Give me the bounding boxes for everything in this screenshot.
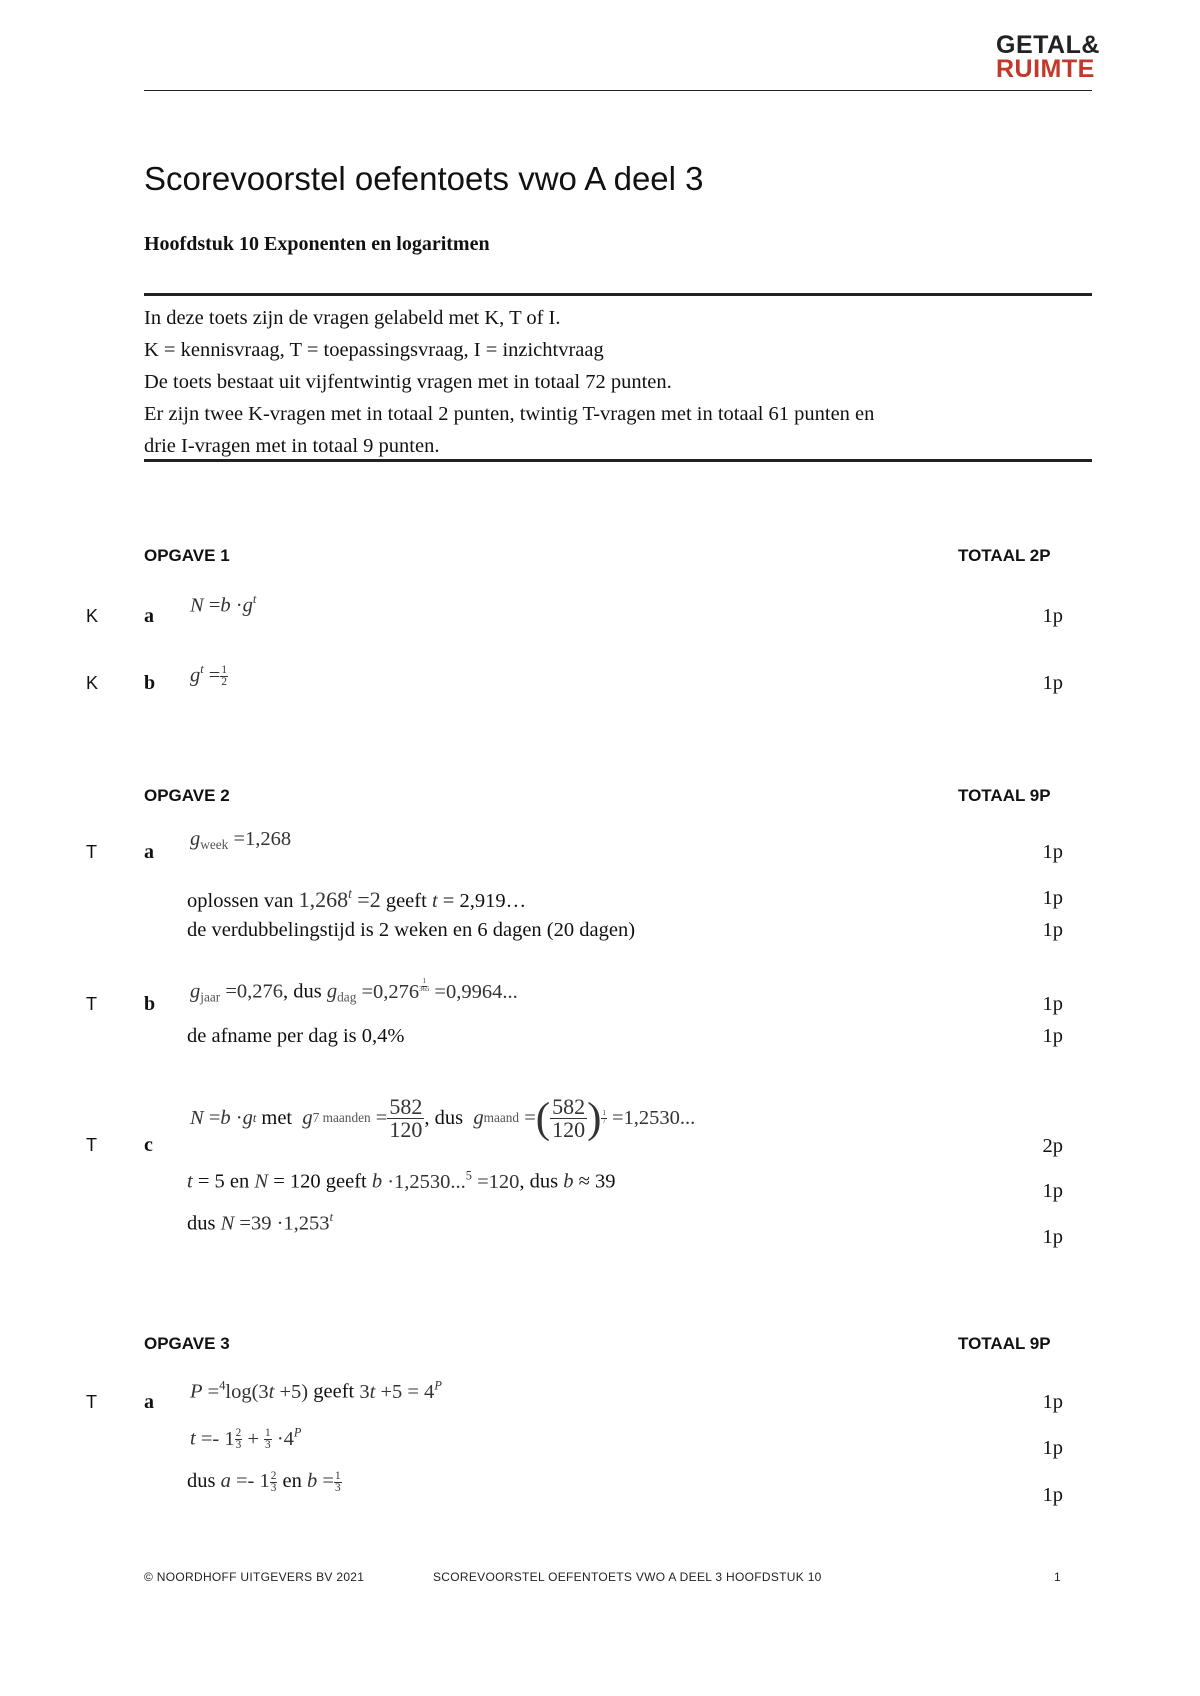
points: 1p — [1042, 919, 1063, 941]
page-title: Scorevoorstel oefentoets vwo A deel 3 — [144, 160, 704, 197]
question-type-label: K — [86, 606, 99, 626]
points: 1p — [1042, 605, 1063, 627]
header-rule — [144, 90, 1092, 91]
intro-bottom-rule — [144, 459, 1092, 462]
solve-equation-line: oplossen van $1,268^t =2$ geeft t = 2,919… — [187, 886, 527, 913]
points: 1p — [1042, 1391, 1063, 1413]
opgave-3-heading: OPGAVE 3 — [144, 1334, 230, 1353]
points: 1p — [1042, 887, 1063, 909]
formula-g-t-half: $g^t$ = $\frac{1}{2}$ — [190, 662, 227, 689]
formula-g-week: $g_{week} =1,268$ — [190, 828, 292, 852]
text-oplossen-van: oplossen van — [187, 890, 294, 913]
intro-box — [144, 302, 874, 462]
opgave-1-total: TOTAAL 2P — [958, 546, 1051, 565]
formula-n-b-g-t: $N =b \cdot g^t$ — [190, 592, 257, 617]
question-type-label: T — [86, 1135, 97, 1155]
points: 1p — [1042, 1226, 1063, 1248]
points: 1p — [1042, 841, 1063, 863]
opgave-2-total: TOTAAL 9P — [958, 786, 1051, 805]
logo-line-2: RUIMTE — [996, 55, 1095, 83]
intro-line: De toets bestaat uit vijfentwintig vragen met in totaal 72 punten. — [144, 371, 672, 393]
points: 2p — [1042, 1135, 1063, 1157]
intro-line: In deze toets zijn de vragen gelabeld met K, T of I. — [144, 307, 561, 329]
question-part: a — [144, 605, 154, 627]
intro-line: K = kennisvraag, T = toepassingsvraag, I = inzichtvraag — [144, 339, 604, 361]
formula-g-jaar-g-dag: $g_{jaar} =0,276$, dus $g_{dag} =0,276$ $^{\frac{1}{365}}$ =0,9964... — [190, 977, 518, 1005]
question-part: b — [144, 672, 156, 694]
points: 1p — [1042, 1180, 1063, 1202]
points: 1p — [1042, 672, 1063, 694]
question-part: a — [144, 1391, 154, 1413]
final-formula-line: dus $N =39 \cdot 1,253^t$ — [187, 1210, 333, 1235]
points: 1p — [1042, 1484, 1063, 1506]
opgave-3-total: TOTAAL 9P — [958, 1334, 1051, 1353]
getal-ruimte-logo — [996, 33, 1116, 81]
page-subtitle: Hoofdstuk 10 Exponenten en logaritmen — [144, 233, 490, 255]
formula-a-b-values: dus a =- 1 $\frac{2}{3}$ en b = $\frac{1}{3}$ — [187, 1469, 341, 1494]
question-part: a — [144, 841, 154, 863]
question-part: b — [144, 993, 156, 1015]
question-type-label: K — [86, 673, 99, 693]
question-type-label: T — [86, 994, 97, 1014]
opgave-1-heading: OPGAVE 1 — [144, 546, 230, 565]
decrease-per-day-text: de afname per dag is 0,4% — [187, 1025, 405, 1047]
solve-b-line: t = 5 en N = 120 geeft b ·1,2530...$^5$ =120, dus b ≈ 39 — [187, 1168, 616, 1193]
doubling-time-text: de verdubbelingstijd is 2 weken en 6 dagen (20 dagen) — [187, 919, 636, 941]
formula-monthly-growth: N = b · g t met g 7 maanden = $\frac{582}{120}$ , dus g maand = ( 582 120 ) $\frac{1}{7}$ =1,2530... — [190, 1093, 696, 1142]
footer-copyright: © NOORDHOFF UITGEVERS BV 2021 — [144, 1570, 365, 1584]
points: 1p — [1042, 1437, 1063, 1459]
intro-line: drie I-vragen met in totaal 9 punten. — [144, 435, 440, 457]
footer-page-number: 1 — [1054, 1570, 1061, 1584]
points: 1p — [1042, 1025, 1063, 1047]
question-type-label: T — [86, 1392, 97, 1412]
formula-log-equation: P =$^4$log(3t +5) geeft $3t +5 = 4^P$ — [190, 1378, 442, 1403]
text-dus: dus — [187, 1212, 216, 1235]
opgave-2-heading: OPGAVE 2 — [144, 786, 230, 805]
intro-top-rule — [144, 293, 1092, 296]
question-type-label: T — [86, 842, 97, 862]
logo-line-1: GETAL& — [996, 31, 1100, 59]
points: 1p — [1042, 993, 1063, 1015]
formula-t-expression: t =- 1 $\frac{2}{3}$ + $\frac{1}{3}$ $\cdot 4^P$ — [190, 1425, 302, 1452]
intro-line: Er zijn twee K-vragen met in totaal 2 punten, twintig T-vragen met in totaal 61 punten en — [144, 403, 875, 425]
question-part: c — [144, 1134, 153, 1156]
footer-document-title: SCOREVOORSTEL OEFENTOETS VWO A DEEL 3 HOOFDSTUK 10 — [433, 1570, 822, 1584]
